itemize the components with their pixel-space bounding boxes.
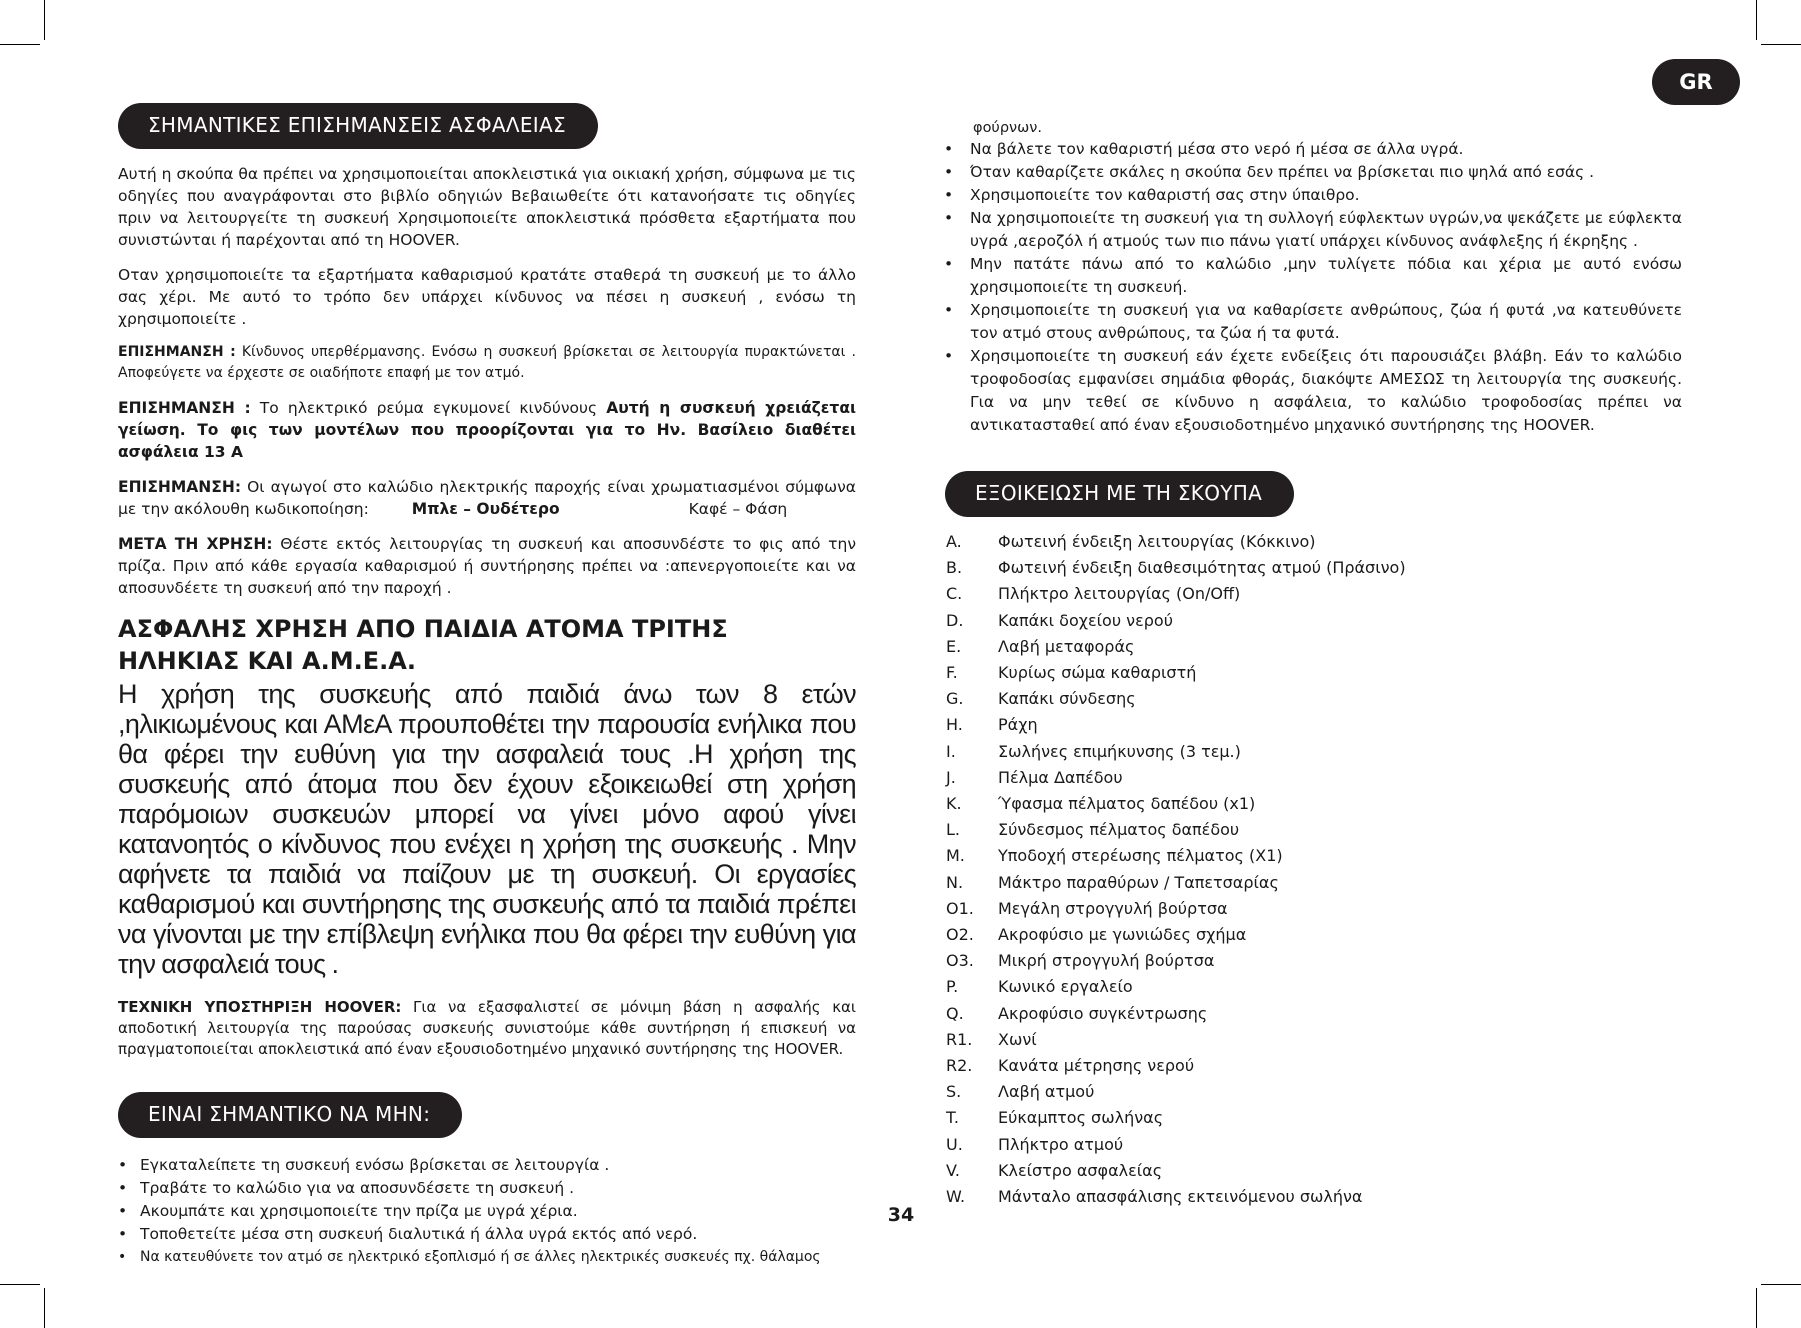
dont-list xyxy=(118,1154,856,1269)
part-item xyxy=(946,791,1682,817)
part-label: Κλείστρο ασφαλείας xyxy=(998,1160,1163,1180)
parts-heading: ΕΞΟΙΚΕΙΩΣΗ ΜΕ ΤΗ ΣΚΟΥΠΑ xyxy=(945,471,1294,517)
part-item xyxy=(946,555,1682,581)
crop-mark xyxy=(1761,1284,1801,1285)
warning-text: Το ηλεκτρικό ρεύμα εγκυμονεί κινδύνους xyxy=(250,399,607,417)
part-label: Πέλμα Δαπέδου xyxy=(998,767,1123,787)
crop-mark xyxy=(0,1284,40,1285)
part-label: Λαβή ατμού xyxy=(998,1082,1095,1102)
warning-electric xyxy=(118,397,856,463)
wire-brown: Καφέ – Φάση xyxy=(688,500,788,518)
part-label: Εύκαμπτος σωλήνας xyxy=(998,1108,1164,1128)
support-label: ΤΕΧΝΙΚΗ ΥΠΟΣΤΗΡΙΞΗ HOOVER: xyxy=(118,998,402,1016)
support-paragraph xyxy=(118,997,856,1060)
part-item xyxy=(946,581,1682,607)
part-code: H. xyxy=(946,715,963,735)
intro-paragraph: Αυτή η σκούπα θα πρέπει να χρησιμοποιείται αποκλειστικά για οικιακή χρήση, σύμφωνα με τις οδηγίες που αναγράφονται στο βιβλίο οδηγιών Βεβαιωθείτε ότι κατανοήσατε τις οδηγίες πριν να λειτουργείτε τη συσκευή Χρησιμοποιείτε αποκλειστικά πρόσθετα εξαρτήματα που συνιστώνται ή παρέχονται από τη HOOVER. xyxy=(118,165,856,249)
part-item xyxy=(946,1001,1682,1027)
list-item: • Τοποθετείτε μέσα στη συσκευή διαλυτικά ή άλλα υγρά εκτός από νερό. xyxy=(118,1223,856,1246)
part-code: T. xyxy=(946,1108,959,1128)
part-label: Κανάτα μέτρησης νερού xyxy=(998,1056,1195,1076)
part-label: Ακροφύσιο με γωνιώδες σχήμα xyxy=(998,925,1247,945)
crop-mark xyxy=(1761,44,1801,45)
part-code: P. xyxy=(946,977,959,997)
crop-mark xyxy=(1756,1288,1757,1328)
part-code: J. xyxy=(946,767,956,787)
part-item xyxy=(946,1132,1682,1158)
children-safety-title: ΑΣΦΑΛΗΣ ΧΡΗΣΗ ΑΠΟ ΠΑΙΔΙΑ ΑΤΟΜΑ ΤΡΙΤΗΣ ΗΛΗΚΙΑΣ ΚΑΙ Α.Μ.Ε.Α. xyxy=(118,615,728,675)
dont-list-continued xyxy=(940,138,1682,437)
warning-bold-text: Αυτή η συσκευή χρειάζεται γείωση. Το φις των μοντέλων που προορίζονται για το Ην. Βασίλειο διαθέτει ασφάλεια 13 A xyxy=(118,399,857,461)
part-code: L. xyxy=(946,820,960,840)
page-number: 34 xyxy=(887,1204,915,1226)
list-item: • Ακουμπάτε και χρησιμοποιείτε την πρίζα με υγρά χέρια. xyxy=(118,1200,856,1223)
part-code: U. xyxy=(946,1134,963,1154)
part-code: N. xyxy=(946,872,964,892)
part-label: Μεγάλη στρογγυλή βούρτσα xyxy=(998,898,1228,918)
crop-mark xyxy=(0,44,40,45)
part-code: Q. xyxy=(946,1003,964,1023)
part-code: W. xyxy=(946,1187,966,1207)
part-label: Μάνταλο απασφάλισης εκτεινόμενου σωλήνα xyxy=(998,1187,1363,1207)
part-label: Λαβή μεταφοράς xyxy=(998,636,1135,656)
warning-text: Κίνδυνος υπερθέρμανσης. Ενόσω η συσκευή βρίσκεται σε λειτουργία πυρακτώνεται . Αποφεύγετε να έρχεστε σε οιαδήποτε επαφή με τον ατμό. xyxy=(118,344,856,381)
left-column xyxy=(118,103,856,1269)
list-item: • Να κατευθύνετε τον ατμό σε ηλεκτρικό εξοπλισμό ή σε άλλες ηλεκτρικές συσκευές πχ. θάλαμος xyxy=(118,1246,856,1269)
part-label: Σωλήνες επιμήκυνσης (3 τεμ.) xyxy=(998,741,1241,761)
part-label: Κωνικό εργαλείο xyxy=(998,977,1133,997)
part-item xyxy=(946,660,1682,686)
crop-mark xyxy=(44,1288,45,1328)
crop-mark xyxy=(1756,0,1757,40)
part-item xyxy=(946,1053,1682,1079)
part-label: Ακροφύσιο συγκέντρωσης xyxy=(998,1003,1208,1023)
part-code: R1. xyxy=(946,1029,973,1049)
part-code: O1. xyxy=(946,898,974,918)
part-label: Φωτεινή ένδειξη λειτουργίας (Κόκκινο) xyxy=(998,532,1316,551)
language-badge: GR xyxy=(1652,59,1740,105)
accessories-paragraph: Οταν χρησιμοποιείτε τα εξαρτήματα καθαρισμού κρατάτε σταθερά τη συσκευή με το άλλο σας χέρι. Με αυτό το τρόπο δεν υπάρχει κίνδυνος να πέσει η συσκευή , ενόσω τη χρησιμοποιείτε . xyxy=(118,266,856,328)
list-item: • Χρησιμοποιείτε τη συσκευή για να καθαρίσετε ανθρώπους, ζώα ή φυτά ,να κατευθύνετε τον ατμό στους ανθρώπους, τα ζώα ή τα φυτά. xyxy=(940,299,1682,345)
part-item xyxy=(946,974,1682,1000)
part-label: Μικρή στρογγυλή βούρτσα xyxy=(998,951,1215,971)
part-item xyxy=(946,1184,1682,1210)
part-item xyxy=(946,870,1682,896)
part-label: Πλήκτρο λειτουργίας (On/Off) xyxy=(998,584,1241,604)
part-label: Υποδοχή στερέωσης πέλματος (X1) xyxy=(998,846,1283,866)
part-code: I. xyxy=(946,741,956,761)
wire-blue: Μπλε – Ουδέτερο xyxy=(411,500,560,518)
part-item xyxy=(946,712,1682,738)
part-code: G. xyxy=(946,689,964,709)
list-item: • Χρησιμοποιείτε τη συσκευή εάν έχετε ενδείξεις ότι παρουσιάζει βλάβη. Εάν το καλώδιο τροφοδοσίας εμφανίσει σημάδια φθοράς, διακόψτε ΑΜΕΣΩΣ τη λειτουργία της συσκευής. Για να μην τεθεί σε κίνδυνο η ασφάλεια, το καλώδιο τροφοδοσίας πρέπει να αντικατασταθεί από έναν εξουσιοδοτημένο μηχανικό συντήρησης της HOOVER. xyxy=(940,345,1682,437)
part-label: Καπάκι σύνδεσης xyxy=(998,689,1136,709)
part-item xyxy=(946,843,1682,869)
list-item: • Τραβάτε το καλώδιο για να αποσυνδέσετε τη συσκευή . xyxy=(118,1177,856,1200)
wiring-text xyxy=(118,476,856,520)
continuation-text: φούρνων. xyxy=(973,120,1042,136)
after-use-label: ΜΕΤΑ ΤΗ ΧΡΗΣΗ: xyxy=(118,535,273,553)
children-safety-text: Η χρήση της συσκευής από παιδιά άνω των 8 ετών ,ηλικιωμένους και ΑΜεΑ προυποθέτει την παρουσία ενήλικα που θα φέρει την ευθύνη για την ασφαλειά τους .Η χρήση της συσκευής από άτομα που δεν έχουν εξοικειωθεί στη χρήση παρόμοιων συσκευών μπορεί να γίνει μόνο αφού γίνει κατανοητός ο κίνδυνος που ενέχει η χρήση της συσκευής . Μην αφήνετε τα παιδιά να παίζουν με τη συσκευή. Οι εργασίες καθαρισμού και συντήρησης της συσκευής από τα παιδιά πρέπει να γίνονται με την επίβλεψη ενήλικα που θα φέρει την ευθύνη για την ασφαλειά τους . xyxy=(118,679,856,979)
warning-overheating xyxy=(118,342,856,384)
support-text: Για να εξασφαλιστεί σε μόνιμη βάση η ασφαλής και αποδοτική λειτουργία της παρούσας συσκευής συνιστούμε κάθε συντήρηση ή επισκευή να πραγματοποιείται αποκλειστικά από έναν εξουσιοδοτημένο μηχανικό συντήρησης της HOOVER. xyxy=(118,998,857,1058)
after-use-paragraph xyxy=(118,533,856,599)
part-item xyxy=(946,948,1682,974)
after-use-text: Θέστε εκτός λειτουργίας τη συσκευή και αποσυνδέστε το φις από την πρίζα. Πριν από κάθε εργασία καθαρισμού ή συντήρησης πρέπει να :απενεργοποιείτε και να αποσυνδέετε τη συσκευή από την παροχή . xyxy=(118,535,856,597)
part-code: O2. xyxy=(946,925,974,945)
part-item xyxy=(946,529,1682,555)
safety-heading: ΣΗΜΑΝΤΙΚΕΣ ΕΠΙΣΗΜΑΝΣΕΙΣ ΑΣΦΑΛΕΙΑΣ xyxy=(118,103,598,149)
part-label: Πλήκτρο ατμού xyxy=(998,1134,1124,1154)
part-code: D. xyxy=(946,610,964,630)
warning-wiring xyxy=(118,476,856,520)
part-code: V. xyxy=(946,1160,960,1180)
part-item xyxy=(946,686,1682,712)
part-label: Χωνί xyxy=(998,1029,1037,1049)
list-item: • Όταν καθαρίζετε σκάλες η σκούπα δεν πρέπει να βρίσκεται πιο ψηλά από εσάς . xyxy=(940,161,1682,184)
warning-label: ΕΠΙΣΗΜΑΝΣΗ : xyxy=(118,399,251,417)
part-item xyxy=(946,922,1682,948)
part-item xyxy=(946,896,1682,922)
part-code: E. xyxy=(946,636,962,656)
part-item xyxy=(946,1027,1682,1053)
part-item xyxy=(946,608,1682,634)
part-item xyxy=(946,739,1682,765)
part-label: Σύνδεσμος πέλματος δαπέδου xyxy=(998,820,1240,840)
part-code: S. xyxy=(946,1082,962,1102)
list-item: • Εγκαταλείπετε τη συσκευή ενόσω βρίσκεται σε λειτουργία . xyxy=(118,1154,856,1177)
list-item: • Χρησιμοποιείτε τον καθαριστή σας στην ύπαιθρο. xyxy=(940,184,1682,207)
part-label: Ύφασμα πέλματος δαπέδου (x1) xyxy=(998,794,1256,814)
part-code: A. xyxy=(946,532,962,551)
part-item xyxy=(946,765,1682,791)
part-item xyxy=(946,1158,1682,1184)
part-label: Καπάκι δοχείου νερού xyxy=(998,610,1173,630)
part-item xyxy=(946,817,1682,843)
parts-list xyxy=(946,529,1682,1210)
dont-heading: ΕΙΝΑΙ ΣΗΜΑΝΤΙΚΟ ΝΑ ΜΗΝ: xyxy=(118,1092,462,1138)
part-item xyxy=(946,1105,1682,1131)
part-code: M. xyxy=(946,846,965,866)
part-label: Ράχη xyxy=(998,715,1038,735)
part-code: O3. xyxy=(946,951,974,971)
crop-mark xyxy=(44,0,45,40)
part-label: Μάκτρο παραθύρων / Ταπετσαρίας xyxy=(998,872,1279,892)
part-code: R2. xyxy=(946,1056,973,1076)
part-code: C. xyxy=(946,584,963,604)
list-item: • Μην πατάτε πάνω από το καλώδιο ,μην τυλίγετε πόδια και χέρια με αυτό ενόσω χρησιμοποιείτε τη συσκευή. xyxy=(940,253,1682,299)
warning-label: ΕΠΙΣΗΜΑΝΣΗ: xyxy=(118,478,242,496)
part-item xyxy=(946,1079,1682,1105)
part-code: K. xyxy=(946,794,962,814)
part-code: F. xyxy=(946,663,958,683)
warning-text: Οι αγωγοί στο καλώδιο ηλεκτρικής παροχής είναι χρωματιασμένοι σύμφωνα με την ακόλουθη κωδικοποίηση: xyxy=(118,478,856,518)
list-item: • Να χρησιμοποιείτε τη συσκευή για τη συλλογή εύφλεκτων υγρών,να ψεκάζετε με εύφλεκτα υγρά ,αεροζόλ ή ατμούς των πιο πάνω γιατί υπάρχει κίνδυνος ανάφλεξης ή έκρηξης . xyxy=(940,207,1682,253)
part-item xyxy=(946,634,1682,660)
part-label: Φωτεινή ένδειξη διαθεσιμότητας ατμού (Πράσινο) xyxy=(998,558,1406,578)
warning-label: ΕΠΙΣΗΜΑΝΣΗ : xyxy=(118,344,236,360)
right-column xyxy=(940,118,1682,1210)
part-code: B. xyxy=(946,558,963,578)
list-item: • Να βάλετε τον καθαριστή μέσα στο νερό ή μέσα σε άλλα υγρά. xyxy=(940,138,1682,161)
part-label: Κυρίως σώμα καθαριστή xyxy=(998,663,1197,683)
